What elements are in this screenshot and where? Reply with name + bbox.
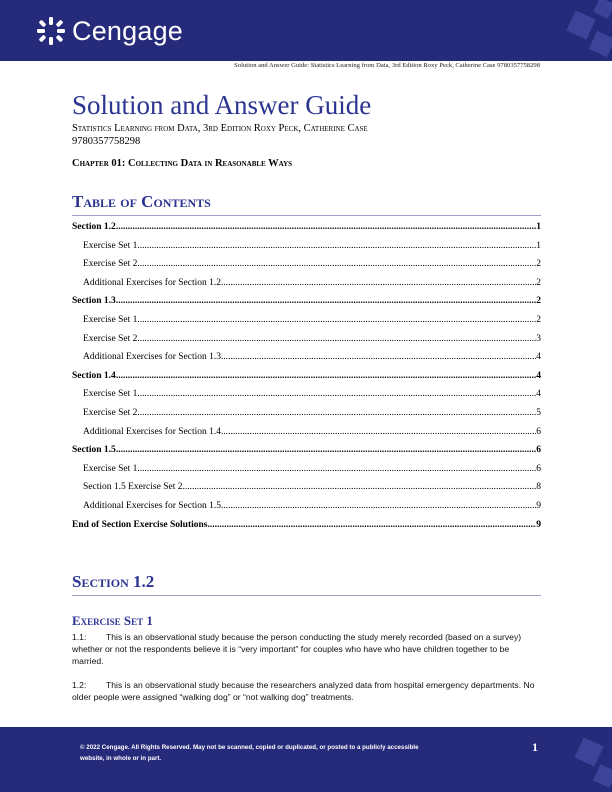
toc-leader	[137, 315, 536, 325]
toc-leader	[221, 427, 536, 437]
answer-paragraph	[72, 631, 541, 668]
exercise-set-heading: Exercise Set 1	[72, 613, 153, 628]
toc-label: Additional Exercises for Section 1.5	[83, 500, 221, 511]
toc-page: 2	[536, 314, 541, 325]
toc-entry[interactable]	[72, 296, 541, 315]
copyright-line: website, in whole or in part.	[80, 755, 162, 762]
toc-leader	[137, 334, 536, 344]
page-title: Solution and Answer Guide	[72, 90, 372, 120]
toc-leader	[207, 520, 536, 530]
toc-entry[interactable]	[72, 278, 541, 297]
toc-entry[interactable]	[72, 482, 541, 501]
toc-leader	[116, 445, 536, 455]
toc-page: 4	[536, 389, 541, 400]
section-heading: Section 1.2	[72, 570, 541, 596]
toc-page: 6	[536, 463, 541, 474]
header-decoration-icon	[552, 0, 612, 61]
answer-number: 1.2:	[72, 680, 87, 690]
toc-entry[interactable]	[72, 464, 541, 483]
toc-label: Exercise Set 2	[83, 259, 138, 270]
toc-label: Additional Exercises for Section 1.2	[83, 277, 221, 288]
toc-page: 4	[536, 352, 541, 363]
isbn: 9780357758298	[72, 136, 141, 147]
toc-page: 6	[536, 445, 541, 456]
toc-entry[interactable]	[72, 222, 541, 241]
toc-entry[interactable]	[72, 334, 541, 353]
toc-label: Section 1.5	[72, 445, 116, 456]
toc-page: 2	[536, 259, 541, 270]
book-subtitle: Statistics Learning from Data, 3rd Edition Roxy Peck, Catherine Case	[72, 123, 368, 134]
toc-leader	[116, 371, 536, 381]
cengage-logo	[36, 13, 183, 49]
toc-page: 9	[536, 519, 541, 530]
toc-label: Section 1.2	[72, 222, 116, 232]
toc-entry[interactable]	[72, 259, 541, 278]
toc-label: Exercise Set 1	[83, 463, 138, 474]
toc-label: Exercise Set 1	[83, 240, 138, 251]
toc-leader	[137, 389, 536, 399]
toc-label: Section 1.5 Exercise Set 2	[83, 482, 183, 493]
toc-entry[interactable]	[72, 520, 541, 539]
chapter-title: Chapter 01: Collecting Data in Reasonable Ways	[72, 158, 293, 169]
table-of-contents	[72, 222, 541, 538]
toc-entry[interactable]	[72, 389, 541, 408]
copyright-line: © 2022 Cengage. All Rights Reserved. May not be scanned, copied or duplicated, or posted to a publicly accessible	[80, 744, 419, 751]
running-head: Solution and Answer Guide: Statistics Learning from Data, 3rd Edition Roxy Peck, Catherine Case 9780357758298	[234, 62, 540, 69]
footer-banner	[0, 727, 612, 792]
cengage-burst-icon	[36, 16, 66, 46]
footer-decoration-icon	[552, 727, 612, 792]
toc-entry[interactable]	[72, 352, 541, 371]
toc-label: Additional Exercises for Section 1.4	[83, 426, 221, 437]
answer-number: 1.1:	[72, 632, 87, 642]
toc-leader	[221, 352, 536, 362]
toc-page: 6	[536, 426, 541, 437]
copyright-notice	[80, 742, 480, 764]
toc-leader	[137, 241, 536, 251]
answer-text: This is an observational study because the researchers analyzed data from hospital emergency departments. No older people were assigned “walking dog” or “not walking dog” treatments.	[72, 680, 535, 703]
toc-page: 9	[536, 500, 541, 511]
toc-page: 2	[536, 277, 541, 288]
toc-label: Exercise Set 2	[83, 407, 138, 418]
toc-leader	[221, 501, 536, 511]
toc-leader	[221, 278, 536, 288]
toc-page: 2	[536, 296, 541, 307]
toc-label: Section 1.3	[72, 296, 116, 307]
toc-page: 1	[536, 222, 541, 232]
toc-label: Exercise Set 1	[83, 314, 138, 325]
toc-entry[interactable]	[72, 241, 541, 260]
toc-entry[interactable]	[72, 445, 541, 464]
logo-text: Cengage	[72, 15, 183, 46]
toc-leader	[116, 222, 536, 232]
toc-label: Exercise Set 1	[83, 389, 138, 400]
toc-leader	[182, 482, 536, 492]
answer-text: This is an observational study because the person conducting the study merely recorded (based on a survey) whether or not the respondents believe it is “very important” for couples who have who have children together to be married.	[72, 632, 522, 667]
answer-paragraph	[72, 679, 541, 703]
toc-entry[interactable]	[72, 427, 541, 446]
toc-heading: Table of Contents	[72, 190, 541, 216]
toc-leader	[116, 296, 536, 306]
toc-leader	[137, 259, 536, 269]
toc-entry[interactable]	[72, 315, 541, 334]
toc-label: Exercise Set 2	[83, 333, 138, 344]
toc-entry[interactable]	[72, 408, 541, 427]
toc-label: Section 1.4	[72, 370, 116, 381]
toc-entry[interactable]	[72, 371, 541, 390]
toc-page: 4	[536, 370, 541, 381]
toc-page: 8	[536, 482, 541, 493]
toc-entry[interactable]	[72, 501, 541, 520]
toc-leader	[137, 408, 536, 418]
header-banner	[0, 0, 612, 61]
toc-leader	[137, 464, 536, 474]
toc-label: End of Section Exercise Solutions	[72, 519, 208, 530]
toc-page: 1	[536, 240, 541, 251]
toc-page: 5	[536, 407, 541, 418]
page-number: 1	[532, 740, 538, 754]
toc-page: 3	[536, 333, 541, 344]
toc-label: Additional Exercises for Section 1.3	[83, 352, 221, 363]
